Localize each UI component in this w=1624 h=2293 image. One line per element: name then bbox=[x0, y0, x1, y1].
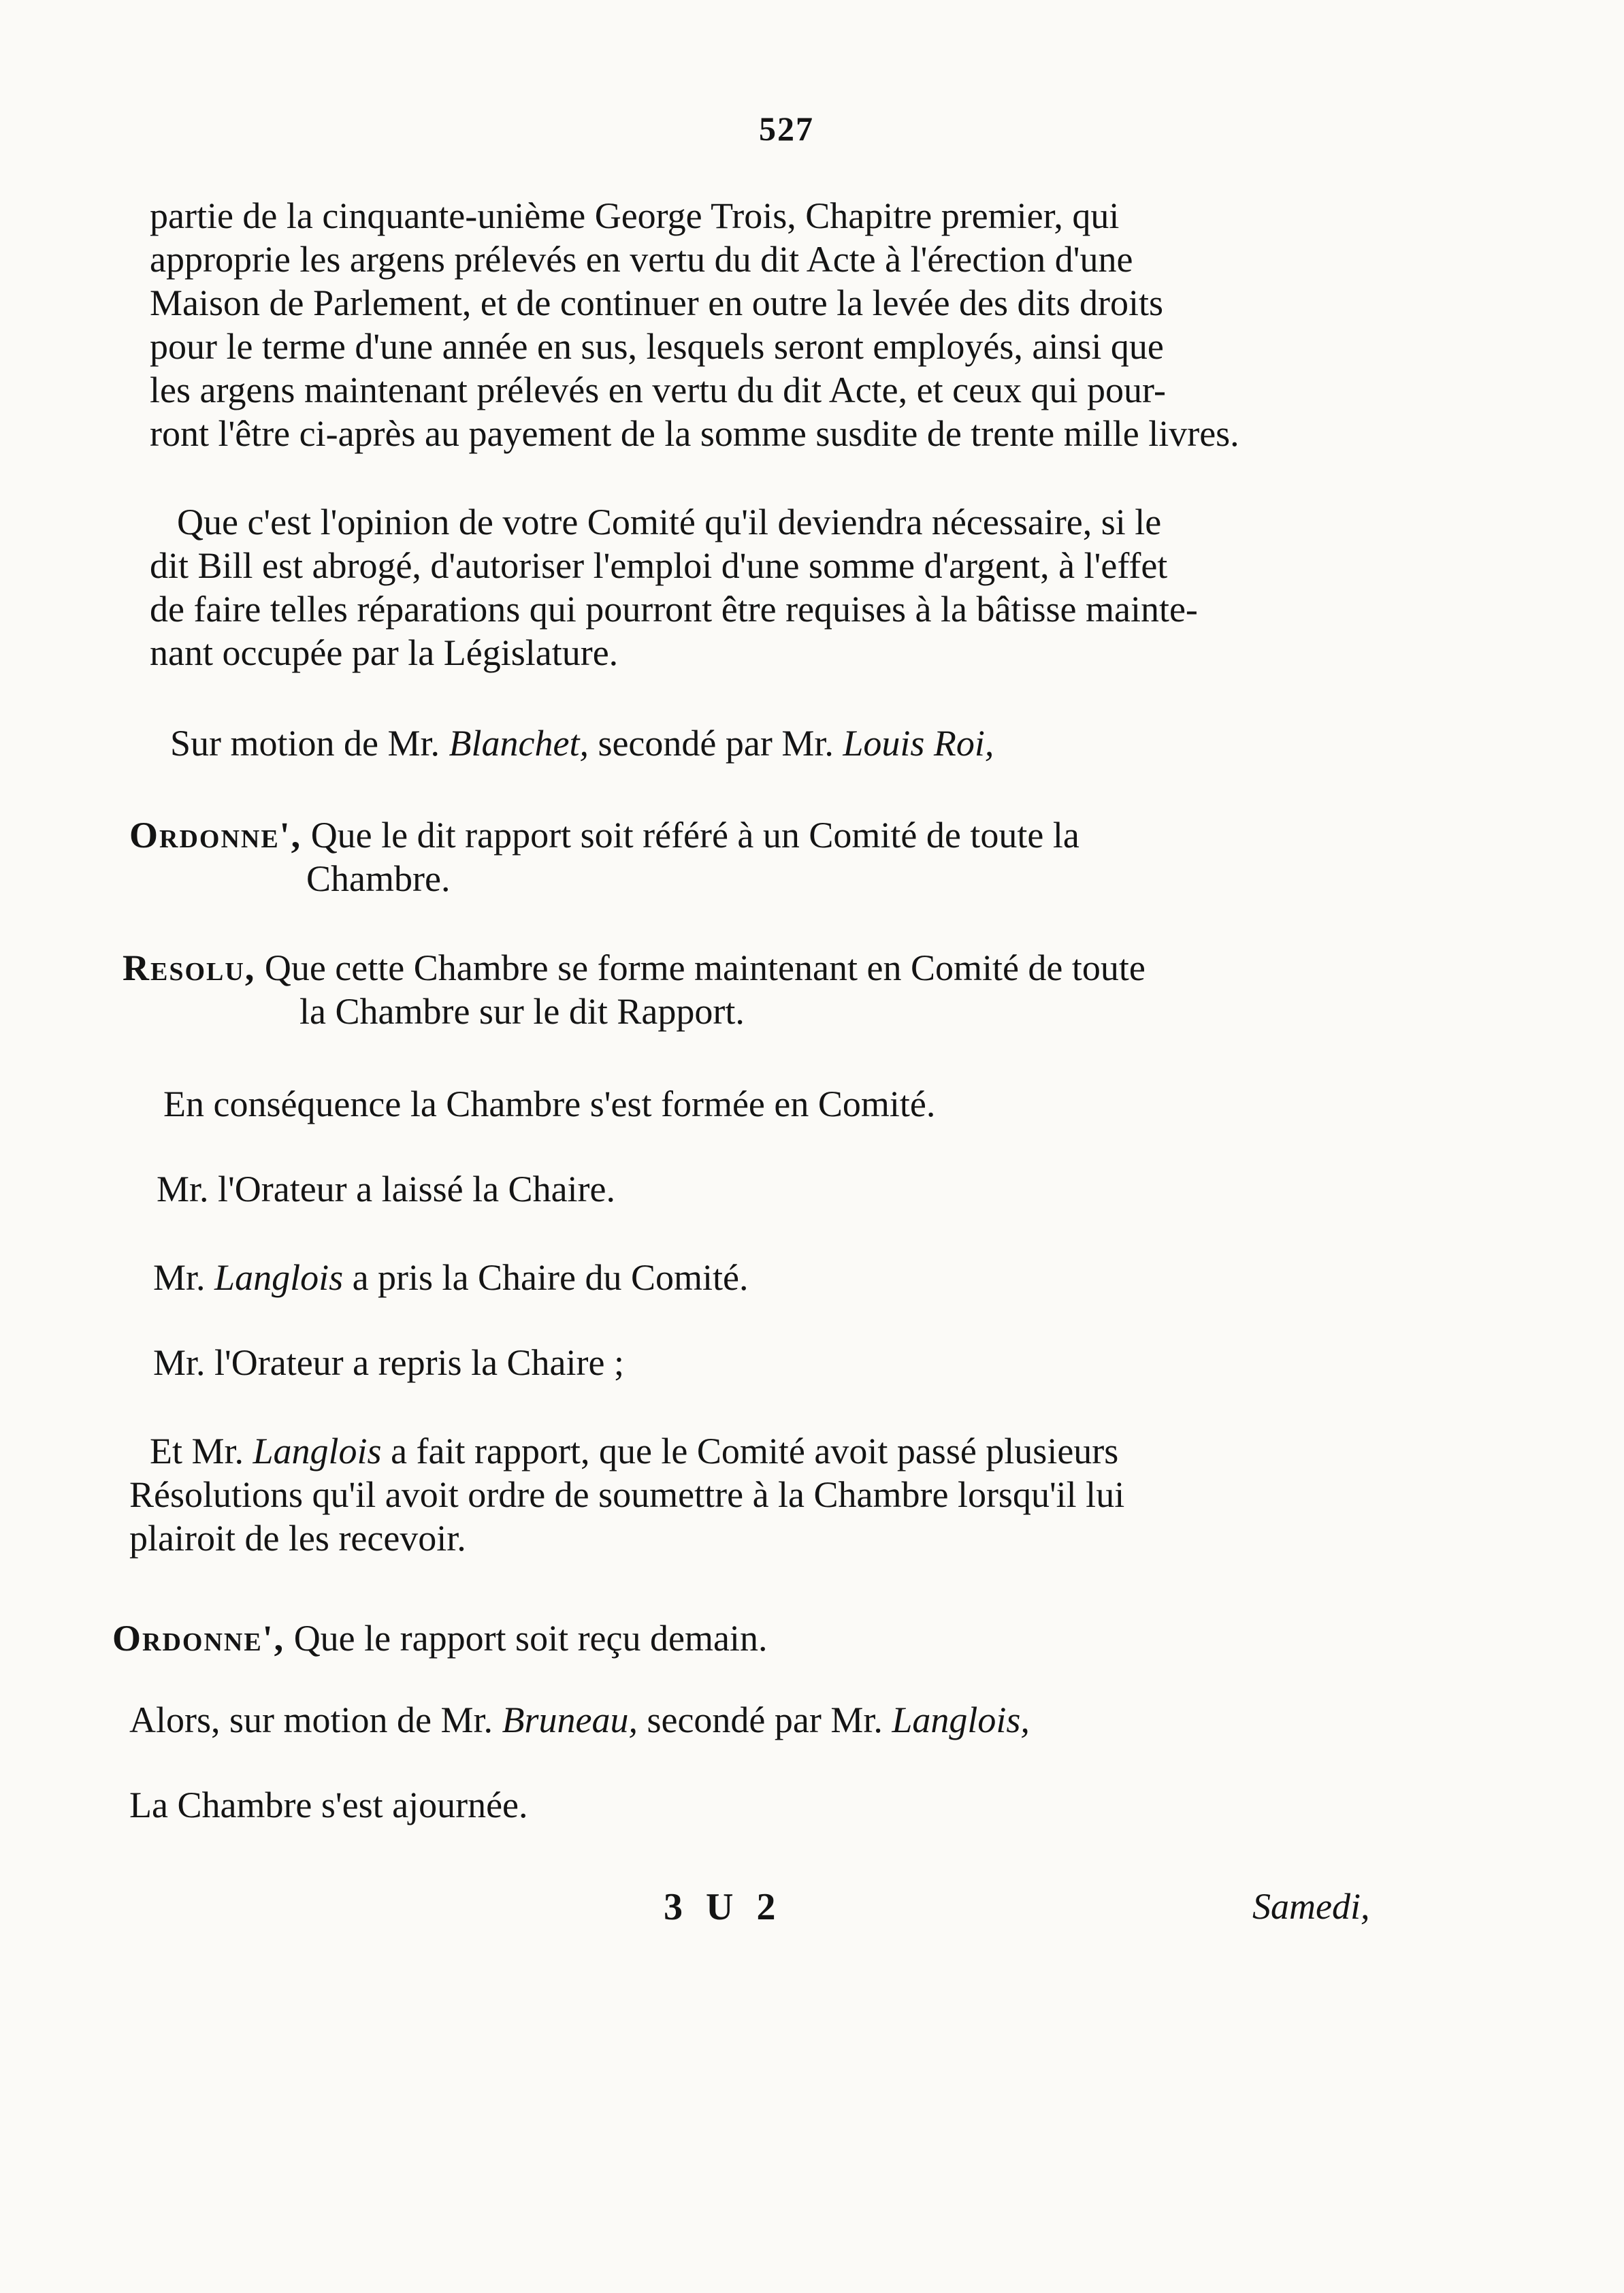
member-name: Langlois bbox=[214, 1257, 344, 1298]
resolution-label: Resolu, bbox=[123, 947, 256, 988]
text-line: Maison de Parlement, et de continuer en outre la levée des dits droits bbox=[150, 282, 1164, 323]
text-line: pour le terme d'une année en sus, lesquels seront employés, ainsi que bbox=[150, 326, 1164, 367]
motion-prefix: Alors, sur motion de Mr. bbox=[129, 1700, 502, 1740]
paragraph-adjourned: La Chambre s'est ajournée. bbox=[129, 1785, 528, 1825]
text-prefix: Et Mr. bbox=[150, 1431, 253, 1471]
paragraph-langlois-chair bbox=[153, 1256, 1378, 1299]
member-name: Blanchet, bbox=[449, 723, 589, 764]
text-line bbox=[129, 813, 1436, 857]
text-line: Que c'est l'opinion de votre Comité qu'il deviendra nécessaire, si le bbox=[177, 502, 1162, 542]
text-prefix: Mr. bbox=[153, 1257, 215, 1298]
paragraph-speaker-resumes: Mr. l'Orateur a repris la Chaire ; bbox=[153, 1342, 624, 1383]
signature-mark: 3 U 2 bbox=[664, 1886, 783, 1928]
text-line: partie de la cinquante-unième George Trois, Chapitre premier, qui bbox=[150, 195, 1120, 236]
text-line bbox=[129, 1429, 1450, 1473]
member-name: Bruneau, bbox=[502, 1700, 638, 1740]
order-label: Ordonne', bbox=[129, 815, 302, 856]
member-name: Louis Roi, bbox=[843, 723, 994, 764]
text-line: de faire telles réparations qui pourront être requises à la bâtisse mainte- bbox=[150, 589, 1198, 630]
text-line: Chambre. bbox=[306, 858, 451, 899]
text-line: Résolutions qu'il avoit ordre de soumettre à la Chambre lorsqu'il lui bbox=[129, 1474, 1125, 1515]
paragraph-committee-opinion bbox=[150, 500, 1450, 674]
motion-prefix: Sur motion de Mr. bbox=[170, 723, 449, 764]
member-name: Langlois bbox=[253, 1431, 382, 1471]
paragraph-motion-bruneau bbox=[129, 1698, 1423, 1742]
motion-middle: secondé par Mr. bbox=[588, 723, 843, 764]
motion-middle: secondé par Mr. bbox=[637, 1700, 892, 1740]
member-name: Langlois, bbox=[892, 1700, 1030, 1740]
text-line: nant occupée par la Législature. bbox=[150, 632, 619, 673]
paragraph-resolved-committee bbox=[123, 946, 1436, 1033]
paragraph-ordered-referral bbox=[129, 813, 1436, 900]
paragraph-ordered-report bbox=[112, 1616, 1406, 1660]
text-rest: a fait rapport, que le Comité avoit passé plusieurs bbox=[381, 1431, 1119, 1471]
paragraph-house-in-committee: En conséquence la Chambre s'est formée en Comité. bbox=[163, 1084, 936, 1124]
paragraph-committee-report bbox=[129, 1429, 1450, 1560]
text-line bbox=[170, 721, 1395, 765]
paragraph-act-continuation bbox=[150, 194, 1450, 455]
text-suffix: a pris la Chaire du Comité. bbox=[343, 1257, 749, 1298]
catchword: Samedi, bbox=[1252, 1886, 1370, 1927]
text-line: dit Bill est abrogé, d'autoriser l'emploi d'une somme d'argent, à l'effet bbox=[150, 545, 1168, 586]
text-line: approprie les argens prélevés en vertu du dit Acte à l'érection d'une bbox=[150, 239, 1133, 280]
order-label: Ordonne', bbox=[112, 1618, 285, 1659]
order-text: Que le dit rapport soit référé à un Comité de toute la bbox=[302, 815, 1079, 856]
text-line: ront l'être ci-après au payement de la somme susdite de trente mille livres. bbox=[150, 413, 1239, 454]
text-line: les argens maintenant prélevés en vertu du dit Acte, et ceux qui pour- bbox=[150, 370, 1166, 410]
resolution-text: Que cette Chambre se forme maintenant en Comité de toute bbox=[255, 947, 1146, 988]
text-line: plairoit de les recevoir. bbox=[129, 1518, 466, 1559]
text-line: la Chambre sur le dit Rapport. bbox=[299, 991, 745, 1032]
paragraph-speaker-leaves: Mr. l'Orateur a laissé la Chaire. bbox=[157, 1169, 615, 1209]
paragraph-motion-blanchet bbox=[170, 721, 1395, 765]
page-number: 527 bbox=[759, 110, 814, 148]
text-line bbox=[123, 946, 1436, 990]
order-text: Que le rapport soit reçu demain. bbox=[285, 1618, 768, 1659]
